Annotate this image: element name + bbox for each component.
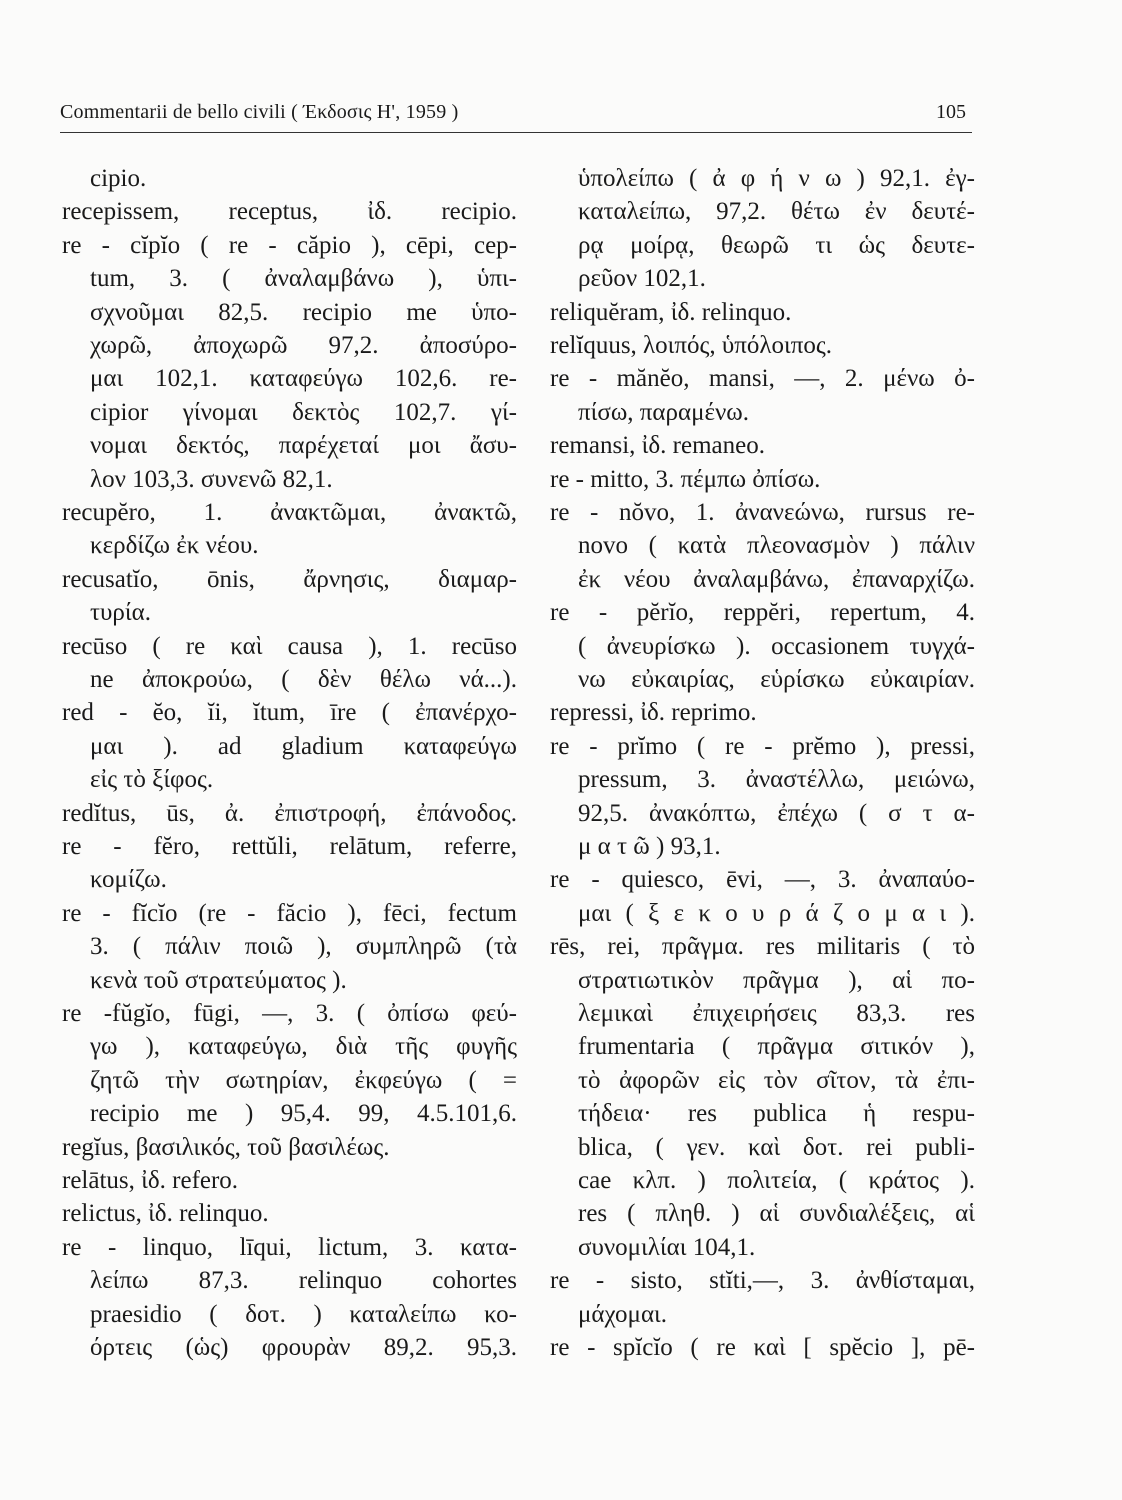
entry-line: re - fĕro, rettŭli, relātum, referre, [62, 833, 517, 860]
entry-line: ρεῦον 102,1. [578, 265, 706, 293]
entry-line: recepissem, receptus, ἰδ. recipio. [62, 198, 517, 226]
entry-line: re -fŭgĭo, fūgi, —, 3. ( ὀπίσω φεύ- [62, 1000, 517, 1027]
entry-line: ἐκ νέου ἀναλαμβάνω, ἐπαναρχίζω. [578, 565, 975, 593]
entry-line: νομαι δεκτός, παρέχεταί μοι ἄσυ- [90, 432, 517, 460]
entry-line: κενὰ τοῦ στρατεύματος ). [90, 966, 347, 994]
entry-line: novo ( κατὰ πλεονασμὸν ) πάλιν [578, 532, 975, 560]
entry-line: ( ἀνευρίσκω ). occasionem τυγχά- [578, 632, 975, 660]
right-column [550, 162, 975, 1422]
entry-line: ζητῶ τὴν σωτηρίαν, ἐκφεύγω ( = [90, 1066, 517, 1094]
entry-line: ne ἀποκρούω, ( δὲν θέλω νά...). [90, 666, 517, 693]
entry-line: νω εὐκαιρίας, εὑρίσκω εὐκαιρίαν. [578, 666, 975, 693]
entry-line: μαι ). ad gladium καταφεύγω [90, 732, 517, 760]
entry-line: σχνοῦμαι 82,5. recipio me ὑπο- [90, 298, 517, 326]
entry-line: frumentaria ( πρᾶγμα σιτικόν ), [578, 1033, 975, 1061]
entry-line: red - ĕo, ĭi, ĭtum, īre ( ἐπανέρχο- [62, 699, 517, 727]
entry-line: remansi, ἰδ. remaneo. [550, 432, 765, 460]
running-title: Commentarii de bello civili ( Έκδοσις Η', 1959 ) [60, 101, 459, 123]
entry-line: recupĕro, 1. ἀνακτῶμαι, ἀνακτῶ, [62, 499, 517, 526]
entry-line: tum, 3. ( ἀναλαμβάνω ), ὑπι- [90, 265, 517, 293]
entry-line: recūso ( re καὶ causa ), 1. recūso [62, 632, 517, 660]
entry-line: τυρία. [90, 599, 151, 627]
entry-line: γω ), καταφεύγω, διὰ τῆς φυγῆς [90, 1033, 517, 1061]
entry-line: relātus, ἰδ. refero. [62, 1167, 239, 1194]
entry-line: εἰς τὸ ξίφος. [90, 766, 214, 794]
entry-line: rēs, rei, πρᾶγμα. res militaris ( τὸ [550, 933, 975, 961]
entry-line: τὸ ἀφορῶν εἰς τὸν σῖτον, τὰ ἐπι- [578, 1066, 975, 1094]
entry-line: στρατιωτικὸν πρᾶγμα ), αἱ πο- [578, 966, 975, 994]
entry-line: re - mitto, 3. πέμπω ὀπίσω. [550, 465, 821, 493]
entry-line: redĭtus, ūs, ἀ. ἐπιστροφή, ἐπάνοδος. [62, 799, 517, 827]
entry-line: λον 103,3. συνενῶ 82,1. [90, 465, 333, 493]
entry-line: re - sisto, stĭti,—, 3. ἀνθίσταμαι, [550, 1267, 975, 1295]
entry-line: re - linquo, līqui, lictum, 3. κατα- [62, 1233, 517, 1261]
entry-line: cae κλπ. ) πολιτεία, ( κράτος ). [578, 1167, 975, 1194]
entry-line: κερδίζω ἐκ νέου. [90, 532, 259, 560]
entry-line: μαι ( ξ ε κ ο υ ρ ά ζ ο μ α ι ). [578, 899, 975, 927]
entry-line: pressum, 3. ἀναστέλλω, μειώνω, [578, 766, 975, 794]
entry-line: 92,5. ἀνακόπτω, ἐπέχω ( σ τ α- [578, 799, 975, 827]
entry-line: όρτεις (ὡς) φρουρὰν 89,2. 95,3. [90, 1334, 517, 1361]
entry-line: reliquĕram, ἰδ. relinquo. [550, 298, 792, 326]
entry-line: re - pĕrĭo, reppĕri, repertum, 4. [550, 599, 975, 627]
entry-line: re - spĭcĭo ( re καὶ [ spĕcio ], pē- [550, 1334, 975, 1361]
entry-line: συνομιλίαι 104,1. [578, 1233, 756, 1261]
running-header [60, 92, 972, 133]
entry-line: re - mănĕo, mansi, —, 2. μένω ὀ- [550, 365, 975, 393]
entry-line: recusatĭo, ōnis, ἄρνησις, διαμαρ- [62, 565, 517, 593]
entry-line: re - prĭmo ( re - prĕmo ), pressi, [550, 732, 975, 760]
entry-line: τήδεια· res publica ἡ respu- [578, 1100, 975, 1128]
entry-line: κομίζω. [90, 866, 167, 894]
entry-line: cipio. [90, 165, 147, 192]
entry-line: χωρῶ, ἀποχωρῶ 97,2. ἀποσύρο- [90, 332, 517, 359]
entry-line: regĭus, βασιλικός, τοῦ βασιλέως. [62, 1133, 390, 1161]
entry-line: ρᾳ μοίρᾳ, θεωρῶ τι ὡς δευτε- [578, 231, 975, 259]
left-column [62, 162, 517, 1422]
entry-line: re - cĭpĭo ( re - căpio ), cēpi, cep- [62, 231, 517, 259]
entry-line: relictus, ἰδ. relinquo. [62, 1200, 269, 1228]
entry-line: λείπω 87,3. relinquo cohortes [90, 1267, 517, 1295]
entry-line: repressi, ἰδ. reprimo. [550, 699, 757, 727]
entry-line: cipior γίνομαι δεκτὸς 102,7. γί- [90, 398, 517, 426]
entry-line: re - fĭcĭo (re - făcio ), fēci, fectum [62, 899, 517, 927]
page-number: 105 [936, 101, 966, 123]
entry-line: re - nŏvo, 1. ἀνανεώνω, rursus re- [550, 499, 975, 526]
entry-line: recipio me ) 95,4. 99, 4.5.101,6. [90, 1100, 517, 1128]
entry-line: blica, ( γεν. καὶ δοτ. rei publi- [578, 1133, 975, 1161]
entry-line: μάχομαι. [578, 1300, 668, 1328]
entry-line: μαι 102,1. καταφεύγω 102,6. re- [90, 365, 517, 393]
entry-line: relĭquus, λοιπός, ὑπόλοιπος. [550, 332, 833, 359]
entry-line: ὑπολείπω ( ἀ φ ή ν ω ) 92,1. ἐγ- [578, 165, 975, 192]
entry-line: res ( πληθ. ) αἱ συνδιαλέξεις, αἱ [578, 1200, 975, 1228]
entry-line: re - quiesco, ēvi, —, 3. ἀναπαύο- [550, 866, 975, 894]
entry-line: 3. ( πάλιν ποιῶ ), συμπληρῶ (τὰ [90, 933, 517, 961]
entry-line: praesidio ( δοτ. ) καταλείπω κο- [90, 1300, 517, 1328]
entry-line: καταλείπω, 97,2. θέτω ἐν δευτέ- [578, 198, 975, 226]
entry-line: μ α τ ῶ ) 93,1. [578, 833, 721, 860]
entry-line: λεμικαὶ ἐπιχειρήσεις 83,3. res [578, 1000, 975, 1027]
entry-line: πίσω, παραμένω. [578, 398, 749, 426]
